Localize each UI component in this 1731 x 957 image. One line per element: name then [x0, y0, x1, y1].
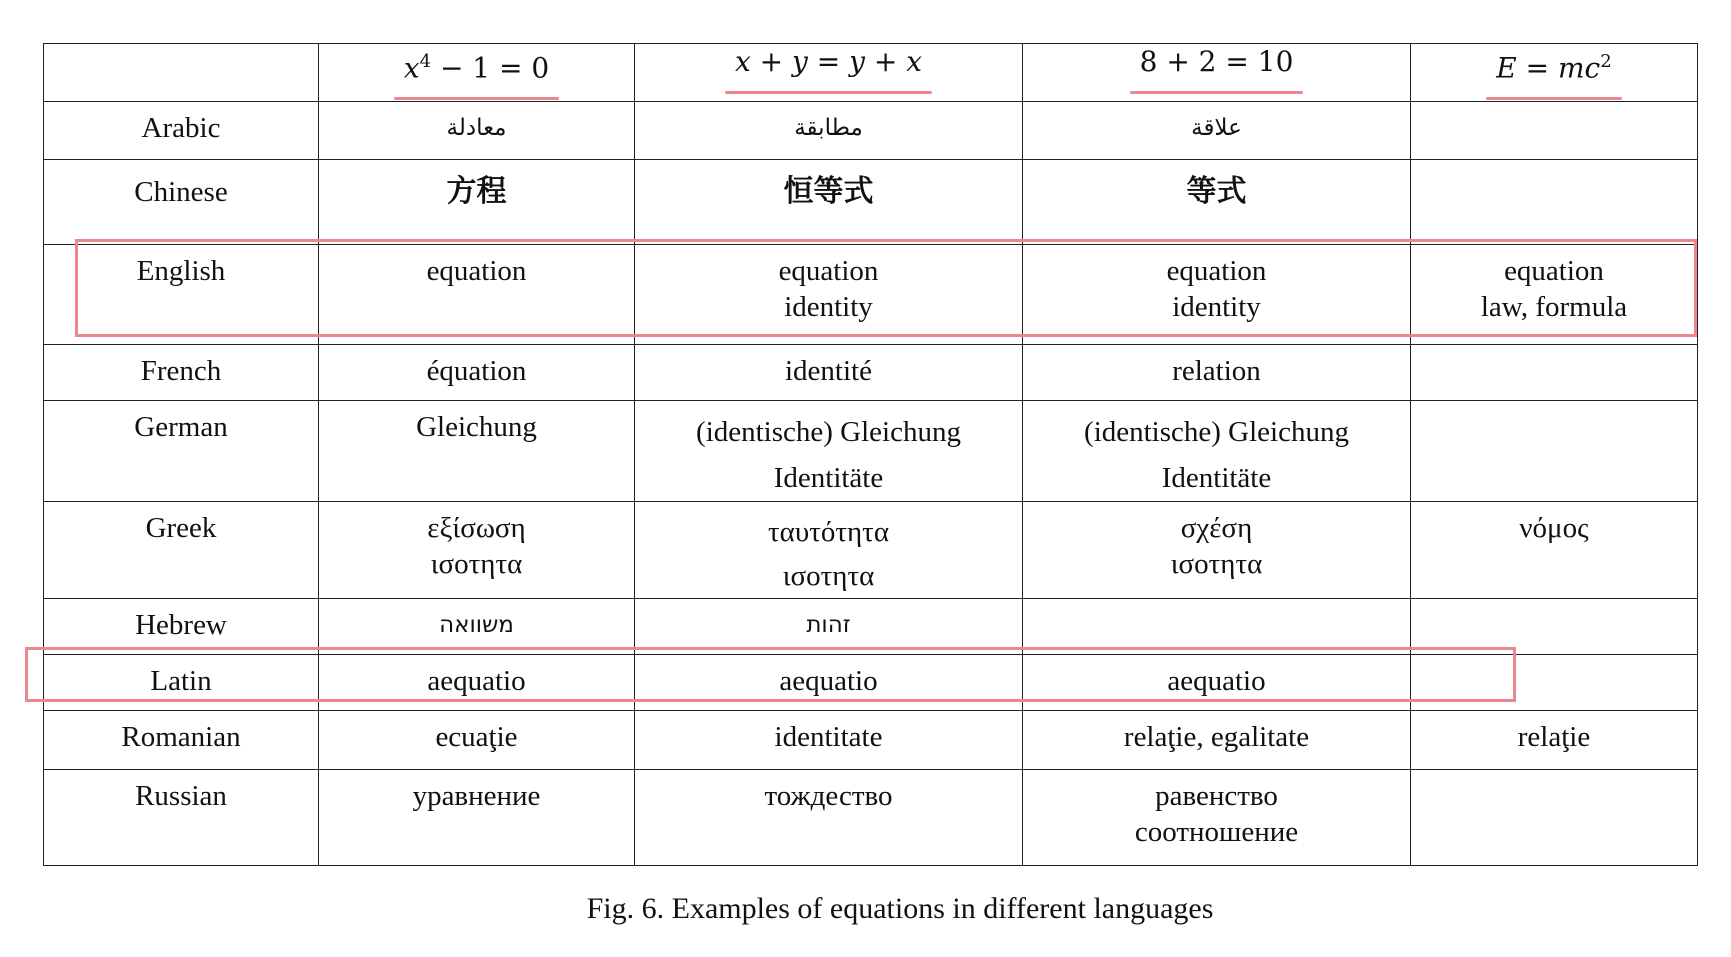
cell-french-3: relation [1023, 345, 1411, 401]
formula-emc2: $E = mc^2$ [1496, 44, 1611, 86]
cell-romanian-2: identitate [635, 711, 1023, 770]
cell-german-1: Gleichung [319, 401, 635, 502]
cell-french-1: équation [319, 345, 635, 401]
cell-romanian-4: relaţie [1411, 711, 1698, 770]
table-row [44, 711, 1698, 770]
cell-german-3: (identische) Gleichung Identitäte [1023, 401, 1411, 502]
table-row [44, 401, 1698, 502]
cell-greek-2: ταυτότητα ισοτητα [635, 502, 1023, 599]
cell-chinese-3: 等式 [1023, 160, 1411, 245]
cell-german-4 [1411, 401, 1698, 502]
cell-greek-4: νόμος [1411, 502, 1698, 599]
cell-latin-1: aequatio [319, 655, 635, 711]
language-label: Romanian [44, 711, 319, 770]
cell-greek-1: εξίσωση ισοτητα [319, 502, 635, 599]
formula-commutative: x + y = y + x [735, 44, 922, 80]
cell-hebrew-3 [1023, 599, 1411, 655]
formula-x4: $x^4 - 1 = 0$ [404, 44, 549, 86]
cell-latin-3: aequatio [1023, 655, 1411, 711]
header-row [44, 44, 1698, 102]
cell-english-1: equation [319, 245, 635, 345]
figure-caption: Fig. 6. Examples of equations in different languages [586, 892, 1214, 925]
language-label: Arabic [44, 102, 319, 160]
cell-french-4 [1411, 345, 1698, 401]
highlight-underline [1486, 97, 1621, 100]
cell-chinese-2: 恒等式 [635, 160, 1023, 245]
table-row [44, 102, 1698, 160]
cell-russian-2: тождество [635, 770, 1023, 866]
cell-arabic-1: معادلة [319, 102, 635, 160]
language-label: Hebrew [44, 599, 319, 655]
cell-english-2: equation identity [635, 245, 1023, 345]
cell-hebrew-1: משוואה [319, 599, 635, 655]
cell-latin-4 [1411, 655, 1698, 711]
cell-german-2: (identische) Gleichung Identitäte [635, 401, 1023, 502]
language-label: Chinese [44, 160, 319, 245]
table-row [44, 502, 1698, 599]
table-row [44, 245, 1698, 345]
highlight-underline [1130, 91, 1304, 94]
table-row [44, 599, 1698, 655]
cell-english-4: equation law, formula [1411, 245, 1698, 345]
cell-russian-3: равенство соотношение [1023, 770, 1411, 866]
cell-hebrew-4 [1411, 599, 1698, 655]
cell-french-2: identité [635, 345, 1023, 401]
language-label: German [44, 401, 319, 502]
cell-arabic-2: مطابقة [635, 102, 1023, 160]
cell-arabic-3: علاقة [1023, 102, 1411, 160]
table-row [44, 345, 1698, 401]
language-label: English [44, 245, 319, 345]
language-label: Greek [44, 502, 319, 599]
language-label: Latin [44, 655, 319, 711]
table-row [44, 655, 1698, 711]
formula-sum: 8 + 2 = 10 [1140, 44, 1294, 80]
table-row [44, 770, 1698, 866]
corner-cell [44, 44, 319, 102]
cell-latin-2: aequatio [635, 655, 1023, 711]
cell-hebrew-2: זהות [635, 599, 1023, 655]
header-cell-3 [1023, 44, 1411, 102]
cell-chinese-4 [1411, 160, 1698, 245]
cell-english-3: equation identity [1023, 245, 1411, 345]
language-label: French [44, 345, 319, 401]
header-cell-2 [635, 44, 1023, 102]
header-cell-1 [319, 44, 635, 102]
cell-arabic-4 [1411, 102, 1698, 160]
cell-russian-1: уравнение [319, 770, 635, 866]
cell-chinese-1: 方程 [319, 160, 635, 245]
highlight-underline [725, 91, 932, 94]
highlight-underline [394, 97, 559, 100]
header-cell-4 [1411, 44, 1698, 102]
cell-romanian-3: relaţie, egalitate [1023, 711, 1411, 770]
table-row [44, 160, 1698, 245]
equations-table [43, 43, 1698, 866]
cell-greek-3: σχέση ισοτητα [1023, 502, 1411, 599]
cell-russian-4 [1411, 770, 1698, 866]
cell-romanian-1: ecuaţie [319, 711, 635, 770]
language-label: Russian [44, 770, 319, 866]
